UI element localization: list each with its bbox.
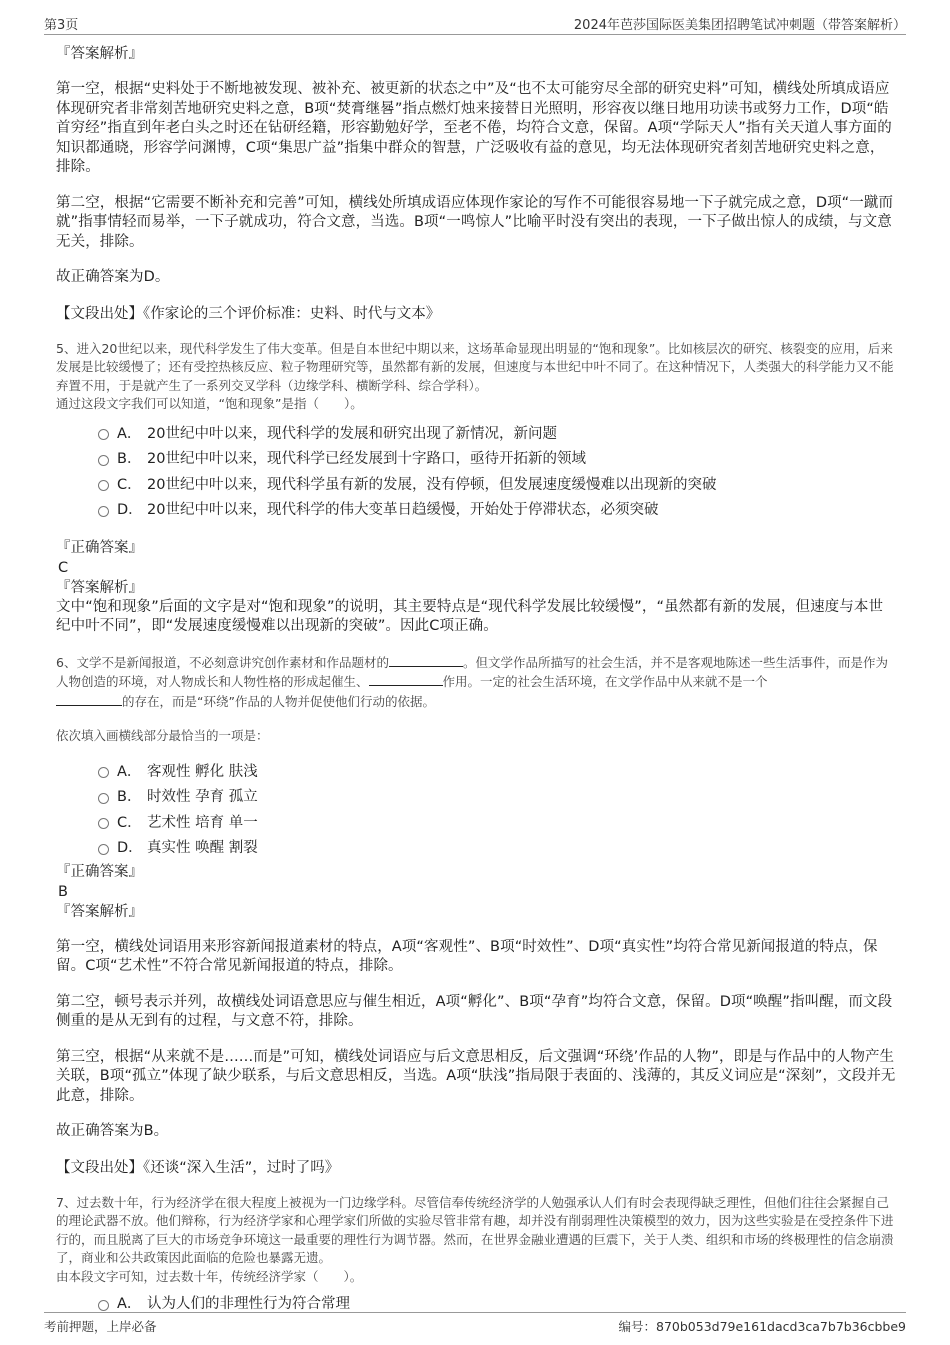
blank-2 — [369, 672, 443, 686]
q6-analysis-para2: 第二空，顿号表示并列，故横线处词语意思应与催生相近，A项“孵化”、B项“孕育”均符合文意，保留。D项“唤醒”指叫醒，而文段侧重的是从无到有的过程，与文意不符，排除。 — [56, 993, 893, 1029]
q5-option-b[interactable] — [98, 445, 896, 471]
radio-icon[interactable] — [98, 1300, 109, 1311]
q5-option-a[interactable] — [98, 420, 896, 446]
document-title: 2024年芭莎国际医美集团招聘笔试冲刺题（带答案解析） — [573, 18, 906, 33]
document-body — [56, 44, 896, 1316]
radio-icon[interactable] — [98, 793, 109, 804]
q6-stem-part1: 6、文学不是新闻报道，不必刻意讲究创作素材和作品题材的 — [56, 654, 389, 670]
radio-icon[interactable] — [98, 767, 109, 778]
q5-analysis: 文中“饱和现象”后面的文字是对“饱和现象”的说明，其主要特点是“现代科学发展比较缓慢”，“虽然都有新的发展，但速度与本世纪中叶不同”，即“发展速度缓慢难以出现新的突破”。因此C项正确。 — [56, 598, 884, 634]
q6-stem-part3: 作用。一定的社会生活环境，在文学作品中从来就不是一个 — [442, 674, 768, 689]
q7-stem: 7、过去数十年，行为经济学在很大程度上被视为一门边缘学科。尽管信奉传统经济学的人勉强承认人们有时会表现得缺乏理性，但他们往往会紧握自己的理论武器不放。他们辩称，行为经济学家和心理学家们所做的实验尽管非常有趣，却并没有削弱理性决策模型的效力，因为这些实验是在受控条件下进行的，而且脱离了巨大的市场竞争环境这一最重要的理性行为调节器。然而，在世界金融业遭遇的巨震下，关于人类、组织和市场的终极理性的信念崩溃了，商业和公共政策因此面临的危险也暴露无遗。 — [56, 1194, 894, 1265]
page-footer — [44, 1312, 906, 1335]
q5-answer: C — [58, 559, 69, 576]
q5-options — [98, 420, 896, 522]
q5-analysis-label: 『答案解析』 — [56, 579, 143, 596]
option-letter: D． — [117, 840, 143, 857]
q6-analysis-para3: 第三空，根据“从来就不是……而是”可知，横线处词语应与后文意思相反，后文强调“环绕’作品的人物”，即是与作品中的人物产生关联，B项“孤立”体现了缺少联系，与后文意思相反，当选。A项“肤浅”指局限于表面的、浅薄的，其反义词应是“深刻”，文段并无此意，排除。 — [56, 1048, 896, 1104]
q4-source: 【文段出处】《作家论的三个评价标准：史料、时代与文本》 — [56, 305, 441, 322]
document-id: 编号：870b053d79e161dacd3ca7b7b36cbbe9 — [618, 1319, 906, 1334]
option-text: 20世纪中叶以来，现代科学已经发展到十字路口，亟待开拓新的领域 — [147, 451, 586, 468]
q6-source: 【文段出处】《还谈“深入生活”，过时了吗》 — [56, 1159, 340, 1176]
q4-analysis-para1: 第一空，根据“史料处于不断地被发现、被补充、被更新的状态之中”及“也不太可能穷尽全部的研究史料”可知，横线处所填成语应体现研究者非常刻苦地研究史料之意，B项“焚膏继晷”指点燃灯烛来接替日光照明，形容夜以继日地用功读书或努力工作，D项“皓首穷经”指直到年老白头之时还在钻研经籍，形容勤勉好学，至老不倦，均符合文意，保留。A项“学际天人”指有关天道人事方面的知识都通晓，形容学问渊博，C项“集思广益”指集中群众的智慧，广泛吸收有益的意见，均无法体现研究者刻苦地研究史料之意，排除。 — [56, 81, 892, 175]
blank-3 — [56, 692, 122, 706]
q6-stem-part4: 的存在，而是“环绕”作品的人物并促使他们行动的依据。 — [122, 693, 435, 709]
q4-conclusion: 故正确答案为D。 — [56, 269, 170, 285]
q6-option-d[interactable] — [98, 834, 896, 860]
page-number: 第3页 — [44, 18, 79, 33]
q5-option-d[interactable] — [98, 496, 896, 522]
radio-icon[interactable] — [98, 818, 109, 829]
q4-analysis-label: 『答案解析』 — [56, 46, 143, 62]
q6-option-b[interactable] — [98, 783, 896, 809]
q5-question: 通过这段文字我们可以知道，“饱和现象”是指（ ）。 — [56, 396, 363, 411]
blank-1 — [389, 653, 463, 667]
option-text: 真实性 唤醒 割裂 — [147, 840, 258, 857]
option-letter: D． — [117, 502, 143, 519]
q6-analysis-para1: 第一空，横线处词语用来形容新闻报道素材的特点，A项“客观性”、B项“时效性”、D项“真实性”均符合常见新闻报道的特点，保留。C项“艺术性”不符合常见新闻报道的特点，排除。 — [56, 938, 878, 974]
option-letter: C． — [117, 814, 142, 831]
q6-conclusion: 故正确答案为B。 — [56, 1123, 169, 1139]
option-text: 客观性 孵化 肤浅 — [147, 763, 258, 780]
radio-icon[interactable] — [98, 844, 109, 855]
q6-option-c[interactable] — [98, 809, 896, 835]
q6-stem-part2: 。但文学作品所描写的社会生活，并不是客观地陈述一些生活事件，而是作为人物创造的环境，对人物成长和人物性格的形成起催生、 — [56, 654, 888, 689]
q6-option-a[interactable] — [98, 758, 896, 784]
option-letter: A． — [117, 1296, 142, 1313]
q5-option-c[interactable] — [98, 471, 896, 497]
option-text: 20世纪中叶以来，现代科学的发展和研究出现了新情况，新问题 — [147, 425, 557, 442]
q7-question: 由本段文字可知，过去数十年，传统经济学家（ ）。 — [56, 1268, 363, 1284]
radio-icon[interactable] — [98, 429, 109, 440]
option-letter: B． — [117, 789, 142, 806]
option-text: 20世纪中叶以来，现代科学的伟大变革日趋缓慢，开始处于停滞状态，必须突破 — [147, 502, 659, 519]
q6-analysis-label: 『答案解析』 — [56, 903, 143, 920]
q5-stem: 5、进入20世纪以来，现代科学发生了伟大变革。但是自本世纪中期以来，这场革命显现出明显的“饱和现象”。比如核层次的研究、核裂变的应用，后来发展是比较缓慢了；还有受控热核反应、粒子物理研究等，虽然都有新的发展，但速度与本世纪中叶不同了。在这种情况下，人类强大的科学能力又不能弃置不用，于是就产生了一系列交叉学科（边缘学科、横断学科、综合学科）。 — [56, 340, 894, 393]
q6-options — [98, 758, 896, 860]
q6-stem — [56, 653, 896, 712]
q6-question: 依次填入画横线部分最恰当的一项是： — [56, 728, 269, 743]
footer-slogan: 考前押题，上岸必备 — [44, 1319, 157, 1334]
option-text: 20世纪中叶以来，现代科学虽有新的发展，没有停顿，但发展速度缓慢难以出现新的突破 — [147, 476, 717, 493]
radio-icon[interactable] — [98, 455, 109, 466]
q5-answer-label: 『正确答案』 — [56, 539, 143, 556]
option-text: 艺术性 培育 单一 — [147, 814, 258, 831]
page-header — [44, 12, 906, 35]
option-letter: B． — [117, 451, 142, 468]
q6-answer-label: 『正确答案』 — [56, 863, 143, 880]
option-text: 时效性 孕育 孤立 — [147, 789, 258, 806]
option-letter: C． — [117, 476, 142, 493]
option-text: 认为人们的非理性行为符合常理 — [147, 1296, 350, 1313]
q6-answer: B — [58, 883, 68, 900]
radio-icon[interactable] — [98, 506, 109, 517]
radio-icon[interactable] — [98, 480, 109, 491]
option-letter: A． — [117, 763, 142, 780]
q4-analysis-para2: 第二空，根据“它需要不断补充和完善”可知，横线处所填成语应体现作家论的写作不可能很容易地一下子就完成之意，D项“一蹴而就”指事情轻而易举，一下子就成功，符合文意，当选。B项“一鸣惊人”比喻平时没有突出的表现，一下子做出惊人的成绩，与文意无关，排除。 — [56, 194, 894, 250]
option-letter: A． — [117, 425, 142, 442]
